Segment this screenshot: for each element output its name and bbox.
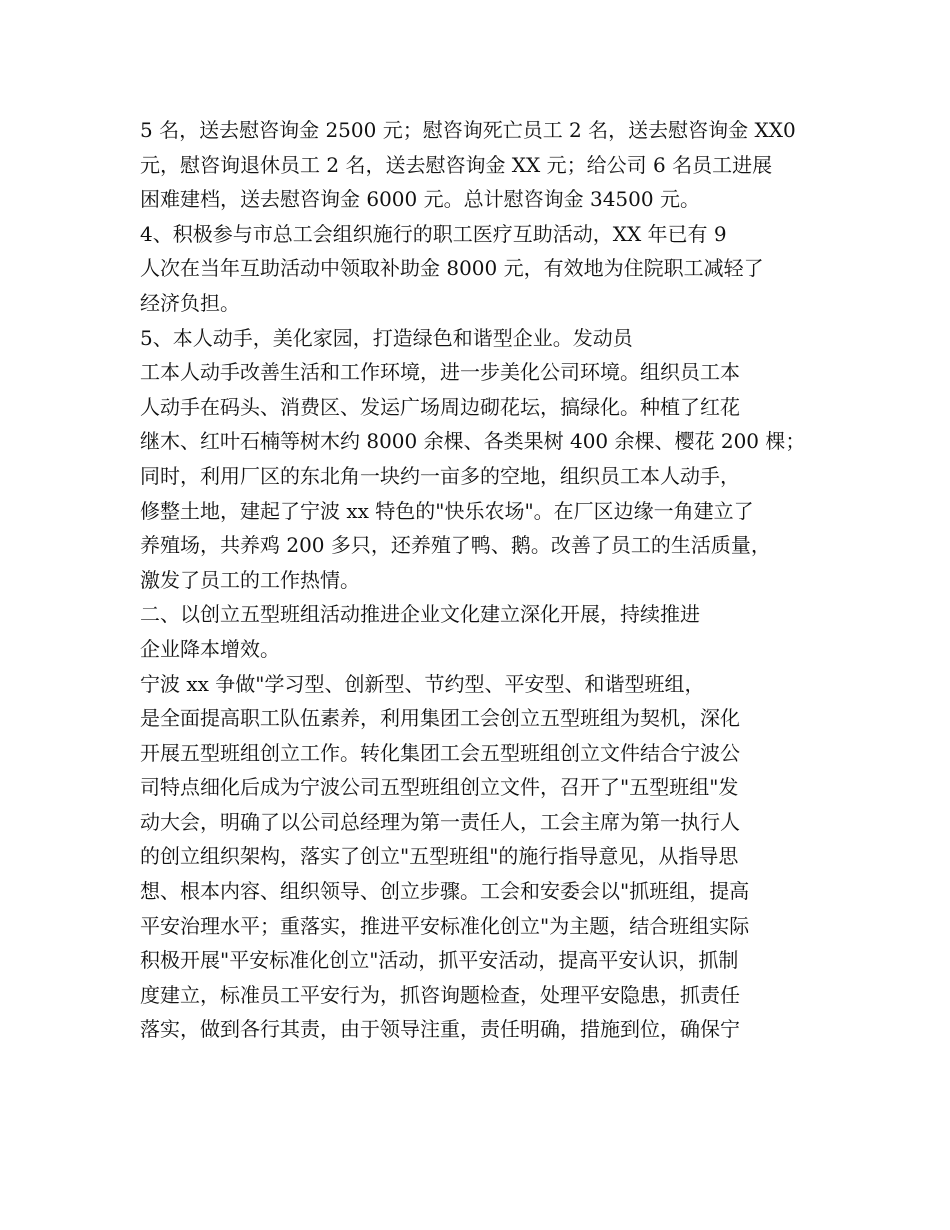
text-line: 激发了员工的工作热情。 <box>140 567 360 592</box>
text-line: 修整土地，建起了宁波 xx 特色的"快乐农场"。在厂区边缘一角建立了 <box>140 498 754 523</box>
text-line: 积极开展"平安标准化创立"活动，抓平安活动，提高平安认识，抓制 <box>140 948 739 973</box>
text-line: 工本人动手改善生活和工作环境，进一步美化公司环境。组织员工本 <box>140 360 740 385</box>
text-line: 是全面提高职工队伍素养，利用集团工会创立五型班组为契机，深化 <box>140 706 740 731</box>
text-line: 困难建档，送去慰咨询金 6000 元。总计慰咨询金 34500 元。 <box>140 187 700 212</box>
text-line: 企业降本增效。 <box>140 636 280 661</box>
text-line: 元，慰咨询退休员工 2 名，送去慰咨询金 XX 元；给公司 6 名员工进展 <box>140 152 773 177</box>
text-line: 想、根本内容、组织领导、创立步骤。工会和安委会以"抓班组，提高 <box>140 879 750 904</box>
text-line: 继木、红叶石楠等树木约 8000 余棵、各类果树 400 余棵、樱花 200 棵； <box>140 429 806 454</box>
text-line: 度建立，标准员工平安行为，抓咨询题检查，处理平安隐患，抓责任 <box>140 982 740 1007</box>
text-line: 5、本人动手，美化家园，打造绿色和谐型企业。发动员 <box>140 325 633 350</box>
text-line: 开展五型班组创立工作。转化集团工会五型班组创立文件结合宁波公 <box>140 740 740 765</box>
text-line: 司特点细化后成为宁波公司五型班组创立文件，召开了"五型班组"发 <box>140 775 739 800</box>
document-body <box>140 113 830 1047</box>
text-line: 人动手在码头、消费区、发运广场周边砌花坛，搞绿化。种植了红花 <box>140 394 740 419</box>
text-line: 同时，利用厂区的东北角一块约一亩多的空地，组织员工本人动手， <box>140 463 740 488</box>
text-line: 落实，做到各行其责，由于领导注重，责任明确，措施到位，确保宁 <box>140 1017 740 1042</box>
text-line: 5 名，送去慰咨询金 2500 元；慰咨询死亡员工 2 名，送去慰咨询金 XX0 <box>140 118 796 142</box>
text-line: 动大会，明确了以公司总经理为第一责任人，工会主席为第一执行人 <box>140 809 740 834</box>
text-line: 的创立组织架构，落实了创立"五型班组"的施行指导意见，从指导思 <box>140 844 739 869</box>
text-line: 宁波 xx 争做"学习型、创新型、节约型、平安型、和谐型班组， <box>140 671 705 696</box>
text-line: 养殖场，共养鸡 200 多只，还养殖了鸭、鹅。改善了员工的生活质量， <box>140 533 771 558</box>
text-line: 二、以创立五型班组活动推进企业文化建立深化开展，持续推进 <box>140 602 700 627</box>
text-line: 人次在当年互助活动中领取补助金 8000 元，有效地为住院职工减轻了 <box>140 256 764 281</box>
text-line: 4、积极参与市总工会组织施行的职工医疗互助活动，XX 年已有 9 <box>140 221 727 246</box>
text-line: 经济负担。 <box>140 290 240 315</box>
text-line: 平安治理水平；重落实，推进平安标准化创立"为主题，结合班组实际 <box>140 913 750 938</box>
